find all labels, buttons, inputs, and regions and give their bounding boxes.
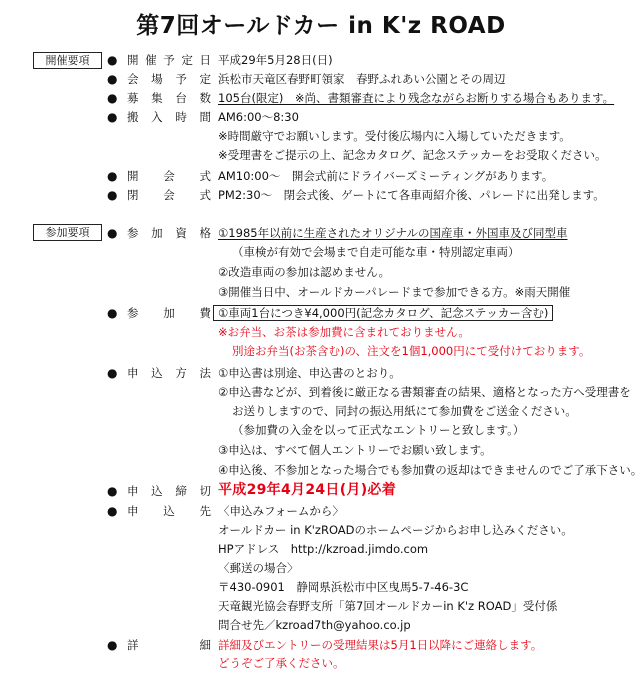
label-opening: 開 会 式: [127, 169, 211, 183]
destination-line-2: オールドカー in K'zROADのホームページからお申し込みください。: [218, 523, 573, 537]
label-count: 募 集 台 数: [127, 91, 211, 105]
destination-hp-address: HPアドレス http://kzroad.jimdo.com: [218, 542, 429, 556]
details-line-2: どうぞご了承ください。: [218, 656, 345, 670]
value-opening: AM10:00～ 開会式前にドライバーズミーティングがあります。: [218, 169, 554, 183]
label-deadline: 申 込 締 切: [127, 484, 211, 498]
bullet-method: ●: [107, 366, 118, 380]
destination-recipient: 天竜観光協会春野支所「第7回オールドカーin K'z ROAD」受付係: [218, 599, 558, 613]
section-label-guidelines: 開催要項: [33, 52, 102, 69]
method-line-4: （参加費の入金を以って正式なエントリーと致します。）: [232, 423, 525, 437]
label-details: 詳 細: [127, 638, 211, 652]
bullet-entry-time: ●: [107, 110, 118, 124]
method-line-1: ①申込書は別途、申込書のとおり。: [218, 366, 401, 380]
bullet-qualification: ●: [107, 226, 118, 240]
value-fee: [218, 305, 553, 321]
entry-time-note-2: ※受理書をご提示の上、記念カタログ、記念ステッカーをお受取ください。: [218, 148, 607, 162]
method-line-3: お送りしますので、同封の振込用紙にて参加費をご送金ください。: [232, 404, 577, 418]
details-line-1: 詳細及びエントリーの受理結果は5月1日以降にご連絡します。: [218, 638, 543, 652]
value-entry-time: AM6:00～8:30: [218, 110, 299, 124]
qualification-line-4: ③開催当日中、オールドカーパレードまで参加できる方。※雨天開催: [218, 285, 571, 299]
qualification-line-1: ①1985年以前に生産されたオリジナルの国産車・外国車及び同型車: [218, 226, 568, 240]
value-closing: PM2:30～ 閉会式後、ゲートにて各車両紹介後、パレードに出発します。: [218, 188, 605, 202]
page-title: 第7回オールドカー in K'z ROAD: [136, 13, 506, 39]
value-count: 105台(限定) ※尚、書類審査により残念ながらお断りする場合もあります。: [218, 91, 615, 105]
bullet-count: ●: [107, 91, 118, 105]
bullet-opening: ●: [107, 169, 118, 183]
value-deadline: 平成29年4月24日(月)必着: [218, 482, 397, 498]
bullet-closing: ●: [107, 188, 118, 202]
label-closing: 閉 会 式: [127, 188, 211, 202]
label-qualification: 参 加 資 格: [127, 226, 211, 240]
value-date: 平成29年5月28日(日): [218, 53, 333, 67]
section-label-participation: 参加要項: [33, 224, 102, 241]
label-destination: 申 込 先: [127, 504, 211, 518]
destination-postal-address: 〒430-0901 静岡県浜松市中区曳馬5-7-46-3C: [218, 580, 469, 594]
bullet-venue: ●: [107, 72, 118, 86]
qualification-line-3: ②改造車両の参加は認めません。: [218, 265, 390, 279]
value-venue: 浜松市天竜区春野町領家 春野ふれあい公園とその周辺: [218, 72, 506, 86]
label-fee: 参 加 費: [127, 306, 211, 320]
label-method: 申 込 方 法: [127, 366, 211, 380]
bullet-fee: ●: [107, 306, 118, 320]
qualification-line-2: （車検が有効で会場まで自走可能な車・特別認定車両）: [232, 245, 520, 259]
bullet-date: ●: [107, 53, 118, 67]
bullet-deadline: ●: [107, 484, 118, 498]
fee-box: ①車両1台につき¥4,000円(記念カタログ、記念ステッカー含む): [213, 305, 553, 321]
fee-note-1: ※お弁当、お茶は参加費に含まれておりません。: [218, 325, 470, 339]
label-date: 開 催 予 定 日: [127, 53, 211, 67]
method-line-2: ②申込書などが、到着後に厳正なる書類審査の結果、適格となった方へ受理書を: [218, 385, 631, 399]
method-line-6: ④申込後、不参加となった場合でも参加費の返却はできませんのでご了承下さい。: [218, 463, 642, 477]
label-venue: 会 場 予 定: [127, 72, 211, 86]
fee-note-2: 別途お弁当(お茶含む)の、注文を1個1,000円にて受付けております。: [232, 344, 591, 358]
method-line-5: ③申込は、すべて個人エントリーでお願い致します。: [218, 443, 492, 457]
destination-line-1: 〈申込みフォームから〉: [218, 504, 344, 518]
bullet-destination: ●: [107, 504, 118, 518]
destination-contact-email: 問合せ先／kzroad7th@yahoo.co.jp: [218, 618, 411, 632]
bullet-details: ●: [107, 638, 118, 652]
destination-line-4: 〈郵送の場合〉: [218, 561, 299, 575]
entry-time-note-1: ※時間厳守でお願いします。受付後広場内に入場していただきます。: [218, 129, 571, 143]
label-entry-time: 搬 入 時 間: [127, 110, 211, 124]
